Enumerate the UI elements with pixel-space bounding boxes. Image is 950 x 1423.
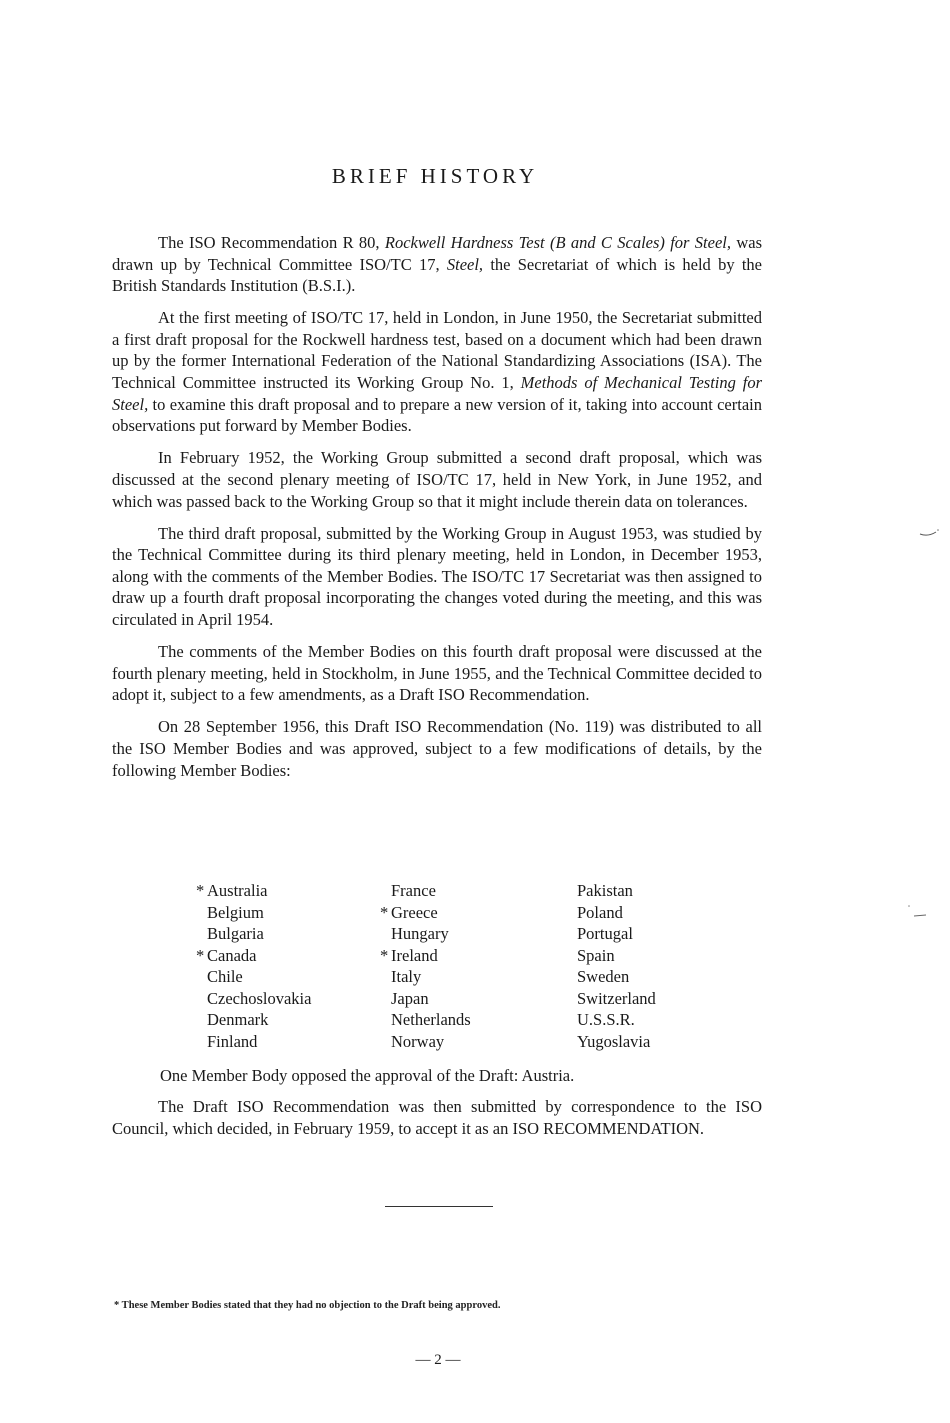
- member-item: [566, 923, 656, 945]
- page-number: — 2 —: [415, 1352, 461, 1368]
- member-name: Denmark: [207, 1010, 269, 1029]
- member-name: Yugoslavia: [577, 1031, 651, 1051]
- member-item: [196, 988, 311, 1010]
- member-name: Chile: [207, 967, 243, 986]
- paragraph-distribution: On 28 September 1956, this Draft ISO Recommendation (No. 119) was distributed to all the ISO Member Bodies and was approved, subject to a few modifications of details, by the following Member Bodies:: [112, 717, 762, 780]
- member-name: Netherlands: [391, 1010, 471, 1029]
- asterisk-mark: *: [196, 945, 205, 965]
- paragraph-second-draft: In February 1952, the Working Group submitted a second draft proposal, which was discussed at the second plenary meeting of ISO/TC 17, held in New York, in June 1952, and which was passed back to the Working Group so that it might include therein data on tolerances.: [112, 448, 762, 511]
- member-item: [380, 1009, 471, 1031]
- paragraph-first-meeting: [112, 307, 762, 437]
- member-item: [380, 1031, 471, 1053]
- member-item: [380, 966, 471, 988]
- scan-mark-lower: [906, 904, 928, 918]
- member-name: Australia: [207, 881, 268, 900]
- p1-title-italic: Rockwell Hardness Test (B and C Scales) for Steel,: [384, 233, 731, 252]
- p2-methods-italic: Methods of Mechanical Testing for Steel,: [112, 373, 762, 414]
- member-name: Sweden: [577, 967, 630, 986]
- member-name: Spain: [577, 945, 615, 965]
- member-column-1: [196, 880, 311, 1052]
- member-name: Norway: [391, 1031, 445, 1051]
- p2-text-c: to examine this draft proposal and to prepare a new version of it, taking into account certain observations put forward by Member Bodies.: [112, 394, 762, 436]
- member-column-3: [566, 880, 656, 1052]
- member-item: [196, 1009, 311, 1031]
- member-item: [380, 988, 471, 1010]
- body-text-final: [112, 1096, 762, 1139]
- p1-text-c: was drawn up by Technical Committee ISO/TC 17,: [112, 233, 762, 274]
- member-name: Bulgaria: [207, 924, 264, 943]
- member-name: Switzerland: [577, 988, 656, 1008]
- asterisk-mark: *: [380, 902, 389, 922]
- p1-steel-italic: Steel,: [446, 254, 484, 274]
- paragraph-fourth-draft: The comments of the Member Bodies on this fourth draft proposal were discussed at the fourth plenary meeting, held in Stockholm, in June 1955, and the Technical Committee decided to adopt it, subject to a few amendments, as a Draft ISO Recommendation.: [112, 642, 762, 705]
- member-item: [196, 1031, 311, 1053]
- member-name: Poland: [577, 902, 623, 922]
- p1-text-a: The ISO Recommendation R 80,: [158, 233, 385, 252]
- asterisk-mark: *: [380, 945, 389, 965]
- member-column-2: [380, 880, 471, 1052]
- member-name: Canada: [207, 945, 257, 965]
- member-item: [566, 966, 656, 988]
- member-name: Czechoslovakia: [207, 988, 312, 1008]
- scan-mark-upper: [918, 528, 940, 538]
- member-name: U.S.S.R.: [577, 1010, 635, 1029]
- member-item: [196, 902, 311, 924]
- member-item: [196, 945, 311, 967]
- member-item: [380, 880, 471, 902]
- member-item: [566, 945, 656, 967]
- page-title: BRIEF HISTORY: [331, 164, 539, 188]
- member-name: Portugal: [577, 924, 633, 943]
- member-item: [196, 880, 311, 902]
- member-item: [566, 1031, 656, 1053]
- member-name: Italy: [391, 967, 422, 986]
- member-name: Pakistan: [577, 881, 633, 900]
- member-name: Belgium: [207, 902, 264, 922]
- member-name: France: [391, 881, 436, 900]
- member-item: [566, 880, 656, 902]
- member-item: [196, 966, 311, 988]
- paragraph-intro: [112, 232, 762, 297]
- member-name: Finland: [207, 1031, 258, 1051]
- member-item: [380, 923, 471, 945]
- footnote: * These Member Bodies stated that they had no objection to the Draft being approved.: [114, 1300, 501, 1311]
- member-name: Japan: [391, 988, 429, 1008]
- p2-text-a: At the first meeting of ISO/TC 17, held in London, in June 1950, the Secretariat submitted a first draft proposal for the Rockwell hardness test, based on a document which had been drawn up by the former International Federation of the National Standardizing Associations (ISA). The Technical Committee instructed its Working Group No. 1,: [112, 308, 762, 393]
- member-item: [196, 923, 311, 945]
- paragraph-council-decision: The Draft ISO Recommendation was then submitted by correspondence to the ISO Council, which decided, in February 1959, to accept it as an ISO RECOMMENDATION.: [112, 1097, 762, 1138]
- member-name: Hungary: [391, 924, 449, 943]
- member-item: [566, 902, 656, 924]
- member-item: [566, 1009, 656, 1031]
- opposition-statement: One Member Body opposed the approval of the Draft: Austria.: [160, 1066, 575, 1085]
- section-divider: [385, 1206, 493, 1207]
- member-name: Greece: [391, 902, 438, 922]
- p1-text-e: the Secretariat of which is held by the British Standards Institution (B.S.I.).: [112, 254, 762, 296]
- member-item: [380, 945, 471, 967]
- body-text-upper: [112, 232, 762, 792]
- member-item: [380, 902, 471, 924]
- member-name: Ireland: [391, 945, 438, 965]
- asterisk-mark: *: [196, 881, 205, 900]
- member-item: [566, 988, 656, 1010]
- paragraph-third-draft: The third draft proposal, submitted by the Working Group in August 1953, was studied by the Technical Committee during its third plenary meeting, held in London, in December 1953, along with the comments of the Member Bodies. The ISO/TC 17 Secretariat was then assigned to draw up a fourth draft proposal incorporating the changes voted during the meeting, and this was circulated in April 1954.: [112, 523, 762, 629]
